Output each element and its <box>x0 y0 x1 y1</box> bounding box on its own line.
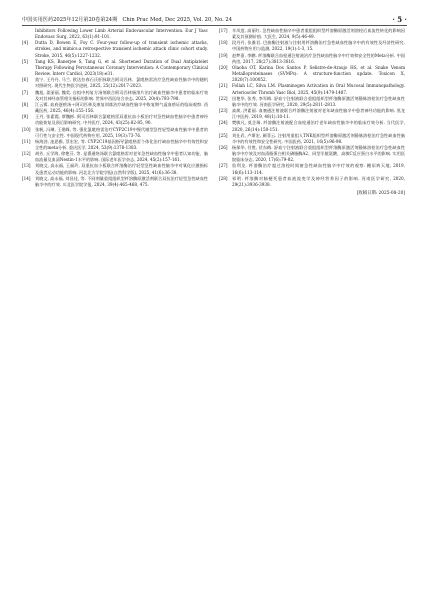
reference-number: [25] <box>219 132 228 138</box>
reference-text: Tang KS, Banerjee S, Tang G, et al. Shortened Duration of Dual Antiplatelet Therapy Following Percutaneous Coronary Intervention: A Contemporary Clinical Review. Interv Cardiol, 2023(18):e31. <box>35 58 208 77</box>
reference-entry <box>219 163 405 175</box>
reference-text: 段丹丹, 张雅君. 巴曲酶注射液与注射用纤溶酶治疗急性缺血性脑卒中的有效性及经济性研究. 中国药物应用与监测, 2022, 19(1):1-3, 15. <box>232 40 405 52</box>
reference-number: [12] <box>22 151 31 157</box>
reference-number: [19] <box>219 52 228 58</box>
reference-entry <box>219 83 405 95</box>
reference-entry <box>219 65 405 83</box>
reference-number: [28] <box>219 175 228 181</box>
reference-entry <box>219 40 405 52</box>
reference-entry <box>22 59 208 77</box>
reference-number: [11] <box>22 138 31 144</box>
reference-text: Follah LC, Silva LM. Plasminogen Activation in Oral Mucosal Immunopathology. Arterioscler Thromb Vasc Biol, 2025, 45(9):1479-1487. <box>232 83 405 95</box>
reference-number: [13] <box>22 163 31 169</box>
reference-entry <box>22 114 208 126</box>
reference-entry <box>219 133 405 145</box>
reference-number: [14] <box>22 175 31 181</box>
reference-number: [21] <box>219 83 228 89</box>
reference-entry <box>219 96 405 108</box>
reference-text: Inhibitors Following Lower Limb Arterial Endovascular Intervention. Eur J Vasc Endovasc Surg, 2022, 63(1):91-101. <box>35 28 208 40</box>
reference-text: 刘仕武, 卢斯宏, 颜菲云. 注射用重组人TNK组织型纤溶酶原激活剂静脉溶栓治疗急性缺血性脑卒中的有效性和安全性研究. 中国医药, 2021, 16(5):96-98. <box>232 132 405 144</box>
reference-text: 王丹, 张素霞, 覃魏彬. 阿司匹林联合氯吡格雷双重抗血小板治疗对急性缺血性脑卒中患者神经功能恢复及预后影响研究. 中外医疗, 2024, 43(25):82-85, 90. <box>35 114 208 126</box>
reference-text: 赵梦嘉, 李鹏. 纤溶酶联合血栓通注射液治疗急性缺血性脑卒中疗效和安全性的Meta分析. 中国药房, 2017, 28(27):3813-3816. <box>232 52 405 64</box>
page-number: · 5 · <box>392 15 407 24</box>
reference-entry <box>22 163 208 175</box>
reference-text: 樊敏凡, 莫芷瑞. 纤溶酶注射液配合血栓通治疗老年缺血性脑卒中的临床疗效分析. 当代医学, 2020, 26(14):150-151. <box>232 120 405 132</box>
reference-number: [23] <box>219 108 228 114</box>
received-date: [收稿日期: 2025-08-20] <box>356 191 405 197</box>
reference-text: 高焕, 洪素丽. 血塞通注射液联合纤溶酶注射液对老年缺血性脑卒中患者神经功能的影响. 黑龙江中医药, 2019, 48(1):10-11. <box>232 108 405 120</box>
reference-entry <box>22 40 208 58</box>
running-header <box>22 13 407 26</box>
reference-text: 詹利龙. 纤溶酶治疗超过溶栓时间窗急性缺血性脑卒中疗效的观察. 糖尿病天地, 2019, 16(6):113-114. <box>232 163 405 175</box>
reference-entry <box>219 108 405 120</box>
reference-text: 杨海劲, 池思雅, 蔡宏宏, 等. CYP2C19基因指导氯吡格雷个体化治疗缺血性脑卒中有效性和安全性的meta分析. 重庆医学, 2024, 53(9):1378-1383. <box>35 138 208 150</box>
reference-number: [17] <box>219 28 228 33</box>
reference-text: Olaoba OT, Karina Dos Santos P, Selistre-de-Araujo HS, et al. Snake Venom Metalloproteinases (SVMPs): A structure-function update. Toxicon X, 2020(7):100052. <box>232 64 405 83</box>
reference-column-left <box>22 28 208 188</box>
reference-entry <box>219 145 405 163</box>
reference-text: 莫宁, 王丹丹, 马兰, 欧达拉春石氏肝脉联合阿司匹林、氯吡格雷治疗急性缺血性脑卒中的随机对照研究. 现代生物医学进展, 2025, 25(12):2017-2023. <box>35 77 208 89</box>
reference-text: 杨保华, 付胜, 伏东梅. 舒血宁注射液联合重组组织型纤溶酶原激活剂静脉溶栓治疗急性缺血性脑卒中疗效及对血清脂蛋白相关磷脂酶A2、同型半胱氨酸、高敏C反应蛋白水平的影响. 实用医院临床杂志, 2020, 17(6):79-82. <box>232 144 405 163</box>
reference-entry <box>22 77 208 89</box>
reference-entry <box>22 176 208 188</box>
reference-text: 田艳华, 张秀, 李军梅. 舒血宁注射液联合重组组织型纤溶酶原激活剂静脉溶栓治疗急性缺血性脑卒中的疗效. 河南医学研究, 2020, 29(5):2811-2813. <box>232 95 405 107</box>
reference-entry <box>22 127 208 139</box>
reference-number: [24] <box>219 120 228 126</box>
reference-column-right <box>219 28 405 197</box>
reference-entry <box>219 176 405 188</box>
journal-citation: 中国实用医药2025年12月第20卷第24期 Chin Prac Med, Dec 2025, Vol. 20, No. 24 <box>22 17 233 23</box>
reference-number: [27] <box>219 163 228 169</box>
reference-entry <box>219 53 405 65</box>
reference-text: 刘晓文, 高永福, 刘昌佳, 等. 不同剂量重组组织型纤溶酶原激活剂联合双抗治疗轻型急性缺血性脑卒中的疗效. 川北医学院学报, 2024, 39(4):465-468, 475. <box>35 175 208 187</box>
reference-entry <box>22 28 208 40</box>
reference-text: 江云雾. 血府逐瘀汤＋阿司匹林及康复训练治疗缺血性脑卒中恢复期气虚血瘀证的临床观察. 西藏医药, 2025, 46(4):155-156. <box>35 101 208 114</box>
reference-entry <box>22 90 208 102</box>
reference-entry <box>219 120 405 132</box>
reference-number: [5] <box>22 58 28 64</box>
reference-number: [9] <box>22 114 28 120</box>
reference-text: 辛凤莲, 高丽红. 急性缺血性脑卒中患者重组组织型纤溶酶原激活剂溶栓后血流性转化的影响因素及其预测价值. 大医生, 2024, 9(5):46-49. <box>232 28 405 40</box>
reference-entry <box>22 102 208 114</box>
reference-text: 魏旭, 姜丽丽, 魏奖. 自拟中药复方汤剂联合阿司匹林肠溶片治疗缺血性脑卒中患者的临床疗效及对其神经血管相关指标的影响. 世界中西医结合杂志, 2025, 20(4):793-798. <box>35 89 208 101</box>
reference-text: Dutta D, Bowen E, Foy C. Four-year follow-up of transient ischemic attacks, strokes, and mimics:a retrospective transient ischemic attack clinic cohort study. Stroke, 2015, 46(5):1227-1232. <box>35 40 208 58</box>
reference-text: 张帆, 冯琳, 王建峰, 等. 强化氯吡格雷治疗CYP2C19中慢代谢型急性轻型缺血性脑卒中患者的可行性与安全性. 中国现代药物应用, 2025, 19(3):73-76. <box>35 126 208 138</box>
reference-number: [8] <box>22 101 28 107</box>
reference-number: [10] <box>22 126 31 132</box>
reference-number: [18] <box>219 40 228 46</box>
reference-text: 刘晓文, 高永福, 王福玲, 双重抗血小板联合纤溶酶治疗轻型急性缺血性脑卒中对氧化应激指标及患者运动功能的影响. 河北北方学院学报(自然科学版), 2025, 41(6):36-38. <box>35 163 208 175</box>
reference-text: 祁明. 纤溶酶对脑梗死患者血液流变学及神经营养因子的影响. 河南医学研究, 2020, 29(21):3936-3938. <box>232 175 405 187</box>
reference-number: [20] <box>219 64 228 70</box>
reference-number: [4] <box>22 40 28 46</box>
reference-entry <box>219 28 405 40</box>
reference-number: [22] <box>219 95 228 101</box>
reference-entry <box>22 139 208 151</box>
reference-text: 胡芳, 丘学海, 徐艳芬, 等. 是番通络汤联合氯吡格雷对老年急性缺血性脑卒中患者认知功能、脑血流量及血清Nestin-1水平的影响. 国际老年医学杂志, 2024, 45(2):157-161. <box>35 151 208 163</box>
reference-entry <box>22 151 208 163</box>
reference-number: [6] <box>22 77 28 83</box>
reference-number: [7] <box>22 89 28 95</box>
reference-number: [26] <box>219 144 228 150</box>
